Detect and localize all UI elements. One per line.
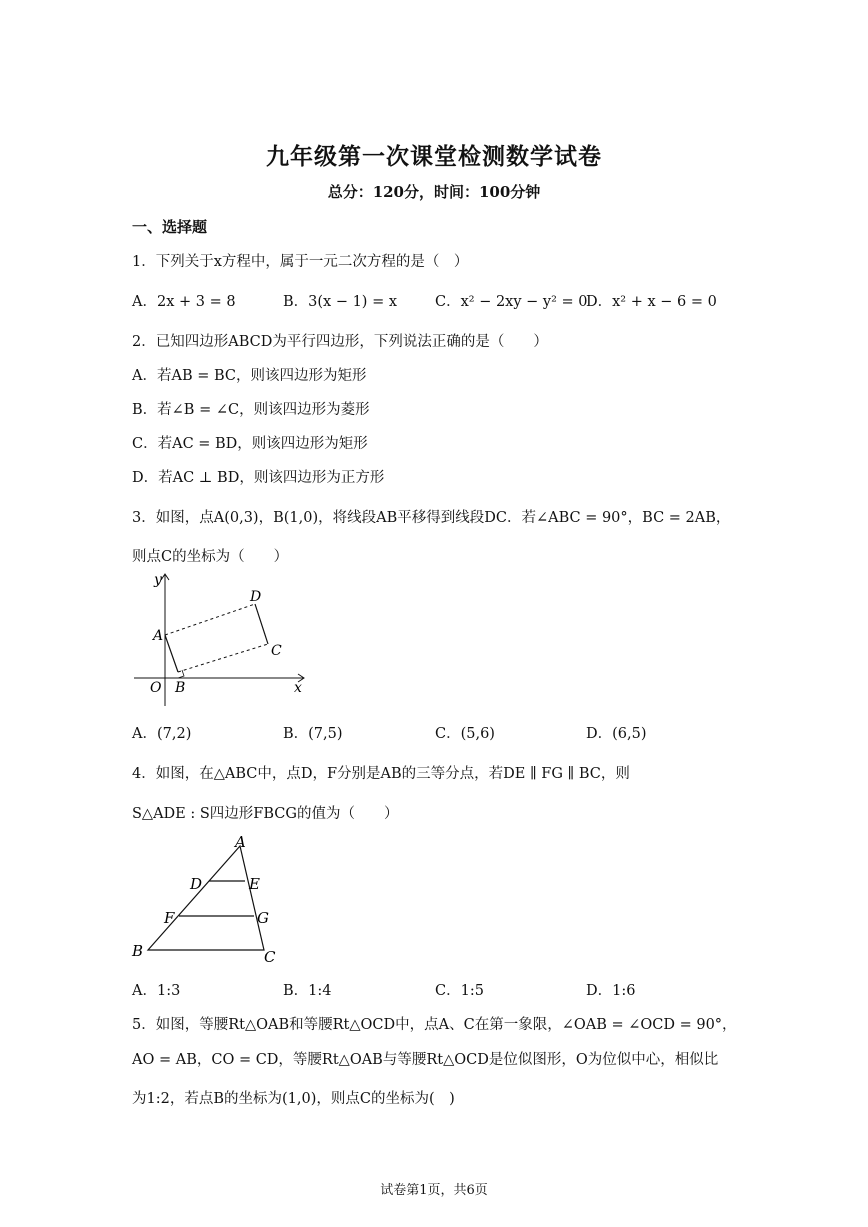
- question-1-option-c: C．x² − 2xy − y² = 0: [435, 294, 588, 310]
- question-1-option-b: B．3(x − 1) = x: [283, 294, 398, 310]
- question-5-stem-line-1: 5．如图，等腰Rt△OAB和等腰Rt△OCD中，点A、C在第一象限，∠OAB = ∠OCD = 90°，: [132, 1017, 737, 1033]
- question-2-option-d: D．若AC ⊥ BD，则该四边形为正方形: [132, 470, 385, 486]
- label-d: D: [250, 589, 262, 605]
- question-3-option-a: A．(7,2): [132, 726, 192, 742]
- label-f: F: [164, 909, 175, 927]
- question-4-option-d: D．1:6: [586, 983, 636, 999]
- label-g: G: [257, 909, 269, 927]
- triangle-abc: [148, 846, 264, 950]
- question-4-option-b: B．1:4: [283, 983, 332, 999]
- question-1-option-d: D．x² + x − 6 = 0: [586, 294, 717, 310]
- segment-ab: [165, 635, 178, 672]
- question-1-option-a: A．2x + 3 = 8: [132, 294, 236, 310]
- page-footer: 试卷第1页，共6页: [380, 1183, 488, 1198]
- label-c: C: [271, 643, 282, 659]
- question-5-stem-line-3: 为1:2，若点B的坐标为(1,0)，则点C的坐标为( ): [132, 1091, 455, 1107]
- question-2-option-b: B．若∠B = ∠C，则该四边形为菱形: [132, 402, 370, 418]
- question-3-option-b: B．(7,5): [283, 726, 343, 742]
- question-4-triangle-figure: [126, 834, 286, 970]
- label-b: B: [175, 680, 186, 696]
- label-c: C: [264, 948, 276, 966]
- question-3-option-c: C．(5,6): [435, 726, 495, 742]
- question-3-option-d: D．(6,5): [586, 726, 647, 742]
- question-5-stem-line-2: AO = AB，CO = CD，等腰Rt△OAB与等腰Rt△OCD是位似图形，O为位似中心，相似比: [132, 1052, 719, 1068]
- label-o: O: [150, 680, 162, 696]
- label-a: A: [153, 628, 164, 644]
- label-y: y: [154, 572, 162, 588]
- section-heading: 一、选择题: [132, 218, 208, 236]
- exam-info: 总分：120分，时间：100分钟: [327, 183, 541, 201]
- segment-dc: [255, 604, 268, 644]
- question-2-option-c: C．若AC = BD，则该四边形为矩形: [132, 436, 368, 452]
- page-title: 九年级第一次课堂检测数学试卷: [266, 143, 602, 170]
- question-4-stem-line-1: 4．如图，在△ABC中，点D，F分别是AB的三等分点，若DE ∥ FG ∥ BC，则: [132, 766, 630, 782]
- question-4-stem-line-2: S△ADE : S四边形FBCG的值为（ ）: [132, 806, 399, 822]
- label-e: E: [249, 875, 260, 893]
- label-d: D: [190, 875, 203, 893]
- label-b: B: [132, 942, 144, 960]
- question-2-option-a: A．若AB = BC，则该四边形为矩形: [132, 368, 367, 384]
- label-a: A: [235, 834, 246, 851]
- label-x: x: [294, 680, 302, 696]
- segment-bc-dashed: [178, 644, 268, 672]
- question-4-option-a: A．1:3: [132, 983, 181, 999]
- question-3-coordinate-figure: [128, 568, 313, 708]
- question-1-stem: 1．下列关于x方程中，属于一元二次方程的是（ ）: [132, 254, 469, 270]
- question-4-option-c: C．1:5: [435, 983, 484, 999]
- question-2-stem: 2．已知四边形ABCD为平行四边形，下列说法正确的是（ ）: [132, 334, 548, 350]
- question-3-stem-line-2: 则点C的坐标为（ ）: [132, 549, 289, 565]
- segment-ad-dashed: [165, 604, 255, 635]
- question-3-stem-line-1: 3．如图，点A(0,3)，B(1,0)，将线段AB平移得到线段DC．若∠ABC = 90°，BC = 2AB，: [132, 510, 731, 526]
